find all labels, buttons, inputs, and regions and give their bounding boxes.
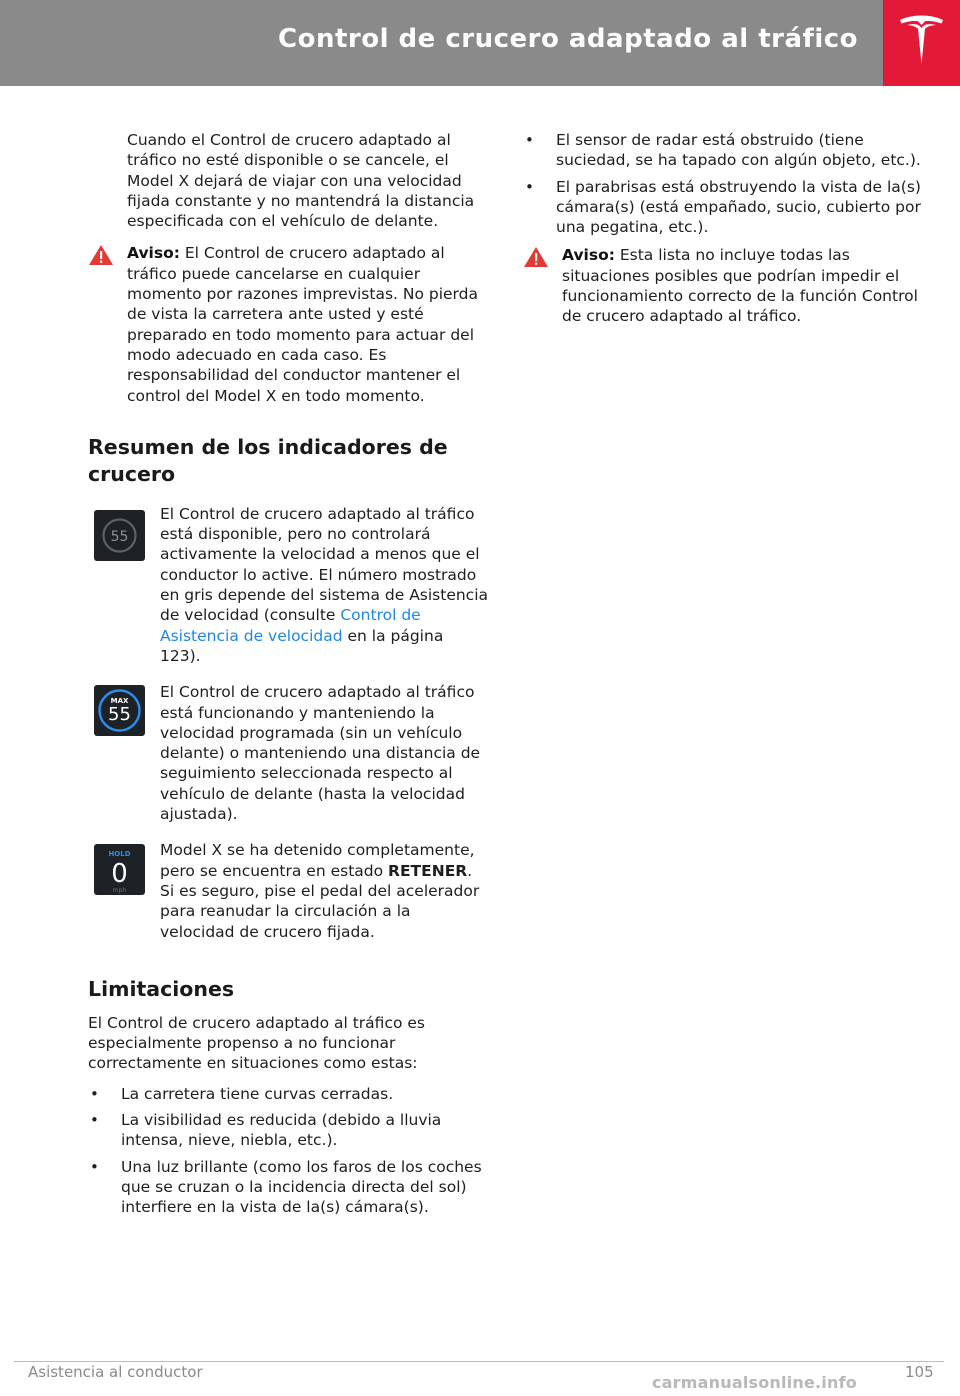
limitations-intro: El Control de crucero adaptado al tráfico es especialmente propenso a no funcionar correctamente en situaciones como estas: [88, 1013, 425, 1073]
cruise-hold-label: HOLD [108, 850, 131, 859]
list-item: • La visibilidad es reducida (debido a lluvia intensa, nieve, niebla, etc.). [90, 1110, 442, 1150]
cruise-available-icon [94, 510, 145, 561]
page-number: 105 [905, 1363, 934, 1381]
cruise-active-icon [94, 685, 145, 736]
indicator-text-active: El Control de crucero adaptado al tráfico está funcionando y manteniendo la velocidad programada (sin un vehículo delante) o manteniendo una distancia de seguimiento seleccionada respecto al vehículo de delante (hasta la velocidad ajustada). [160, 683, 481, 824]
cruise-hold-unit: mph [112, 887, 127, 895]
page-header [0, 0, 960, 86]
warning-label: Aviso: [127, 244, 180, 263]
intro-paragraph: Cuando el Control de crucero adaptado al tráfico no esté disponible o se cancele, el Model X dejará de viajar con una velocidad fijada constante y no mantendrá la distancia especificada con el vehículo de delante. [127, 131, 475, 231]
cruise-hold-icon [94, 844, 145, 895]
cruise-active-label: MAX [110, 697, 129, 706]
brand-logo [883, 0, 960, 86]
warning-text: El Control de crucero adaptado al tráfico puede cancelarse en cualquier momento por razones imprevistas. No pierda de vista la carretera ante usted y esté preparado en todo momento para actuar del modo adecuado en cada caso. Es responsabilidad del conductor mantener el control del Model X en todo momento. [127, 244, 478, 405]
warning-note [88, 243, 488, 405]
indicator-text-available: El Control de crucero adaptado al tráfico está disponible, pero no controlará activamente la velocidad a menos que el conductor lo active. El número mostrado en gris depende del sistema de Asistencia de velocidad (consulte Control de Asistencia de velocidad en la página 123). [160, 504, 489, 665]
indicator-row-active [88, 682, 488, 824]
section-title-limitations: Limitaciones [88, 976, 235, 1001]
cruise-active-value: 55 [108, 704, 131, 726]
page-title: Control de crucero adaptado al tráfico [278, 24, 858, 54]
warning-label: Aviso: [562, 246, 615, 265]
right-column [523, 130, 923, 327]
warning-triangle-icon [523, 246, 549, 268]
left-column [88, 130, 488, 1223]
warning-triangle-icon [88, 244, 114, 266]
tesla-logo-icon [898, 14, 945, 70]
watermark: carmanualsonline.info [652, 1373, 857, 1392]
indicator-text-hold: Model X se ha detenido completamente, pero se encuentra en estado RETENER. Si es seguro, pise el pedal del acelerador para reanudar la circulación a la velocidad de crucero fijada. [160, 841, 480, 941]
warning-note-right [523, 245, 923, 326]
warning-text: Esta lista no incluye todas las situaciones posibles que podrían impedir el funcionamiento correcto de la función Control de crucero adaptado al tráfico. [562, 246, 918, 326]
section-title-indicators: Resumen de los indicadores de crucero [88, 434, 448, 486]
list-item: • El parabrisas está obstruyendo la vista de la(s) cámara(s) (está empañado, sucio, cubierto por una pegatina, etc.). [525, 177, 921, 237]
limitations-list-left [88, 1084, 488, 1218]
indicator-row-hold [88, 840, 488, 941]
cruise-available-value: 55 [110, 528, 129, 545]
list-item: • El sensor de radar está obstruido (tiene suciedad, se ha tapado con algún objeto, etc.). [525, 131, 921, 170]
speed-assist-link[interactable]: Control de Asistencia de velocidad [160, 606, 421, 645]
list-item: • Una luz brillante (como los faros de los coches que se cruzan o la incidencia directa del sol) interfiere en la vista de la(s) cámara(s). [90, 1157, 482, 1217]
cruise-hold-value: 0 [111, 859, 128, 890]
list-item: • La carretera tiene curvas cerradas. [90, 1084, 394, 1103]
limitations-list-right [523, 130, 923, 237]
footer-section: Asistencia al conductor [28, 1363, 203, 1381]
indicator-row-available [88, 504, 488, 666]
